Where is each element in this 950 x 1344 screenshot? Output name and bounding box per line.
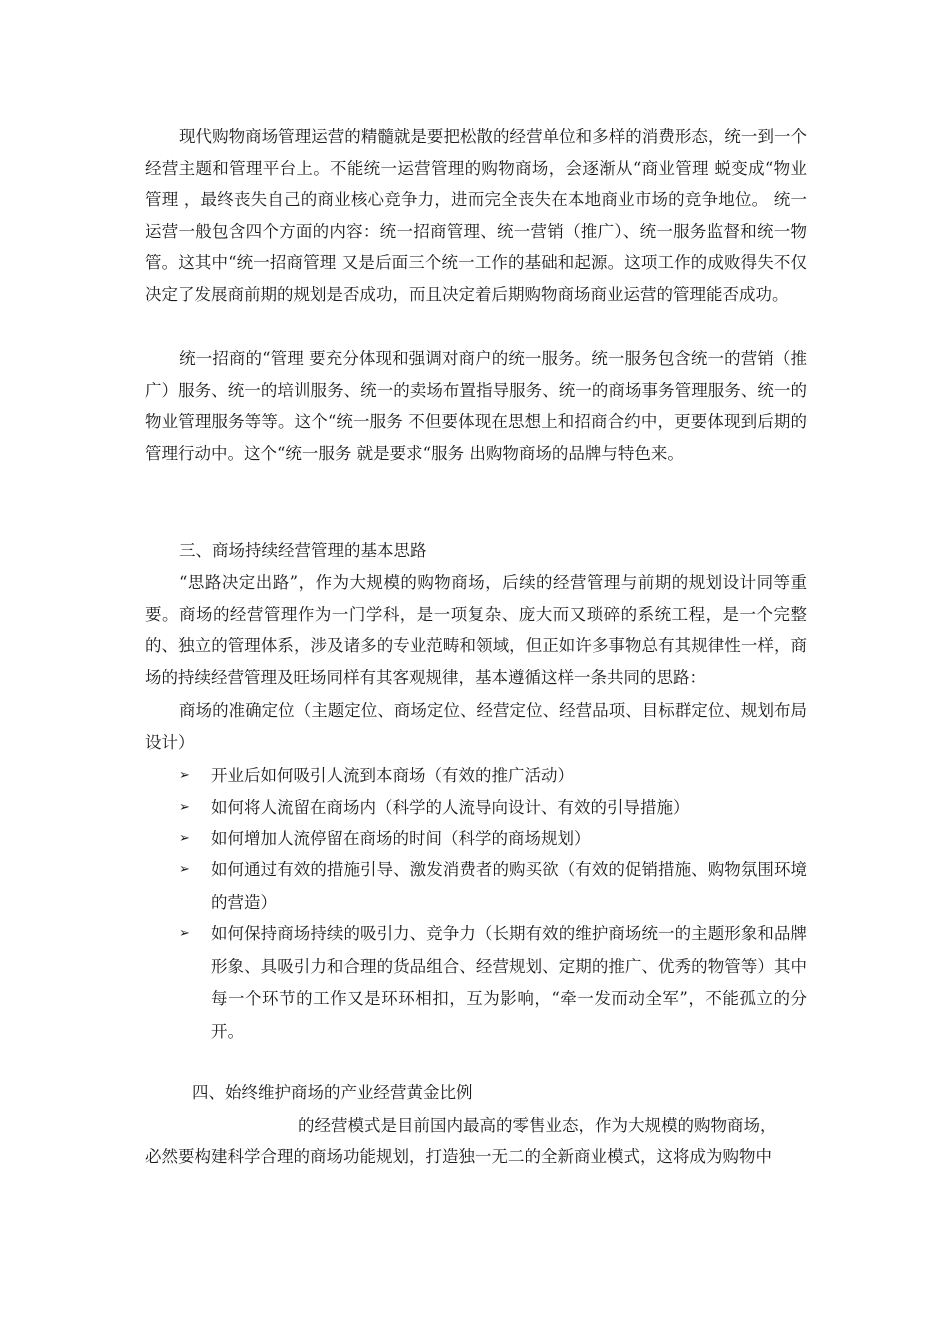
bullet-text: 如何通过有效的措施引导、激发消费者的购买欲（有效的促销措施、购物氛围环境的营造） xyxy=(211,860,807,912)
paragraph-unified-operation xyxy=(145,121,807,310)
paragraph-positioning xyxy=(145,695,807,758)
paragraph-text: 现代购物商场管理运营的精髓就是要把松散的经营单位和多样的消费形态，统一到一个经营主题和管理平台上。不能统一运营管理的购物商场，会逐渐从“商业管理 蜕变成“物业管理 ，最终丧失自己的商业核心竞争力，进而完全丧失在本地商业市场的竞争地位。 统一运营一般包含四个方面的内容：统一招商管理、统一营销（推广）、统一服务监督和统一物管。这其中“统一招商管理 又是后面三个统一工作的基础和起源。这项工作的成败得失不仅决定了发展商前期的规划是否成功，而且决定着后期购物商场商业运营的管理能否成功。 xyxy=(145,127,807,304)
paragraph-text: 商场的准确定位（主题定位、商场定位、经营定位、经营品项、目标群定位、规划布局设计） xyxy=(145,701,807,752)
bullet-text: 开业后如何吸引人流到本商场（有效的推广活动） xyxy=(211,766,574,785)
paragraph-unified-service xyxy=(145,343,807,469)
bullet-item xyxy=(179,854,807,919)
paragraph-text: “思路决定出路”，作为大规模的购物商场，后续的经营管理与前期的规划设计同等重要。商场的经营管理作为一门学科，是一项复杂、庞大而又琐碎的系统工程，是一个完整的、独立的管理体系，涉及诸多的专业范畴和领域，但正如许多事物总有其规律性一样，商场的持续经营管理及旺场同样有其客观规律，基本遵循这样一条共同的思路： xyxy=(145,573,807,687)
bullet-text: 如何增加人流停留在商场的时间（科学的商场规划） xyxy=(211,829,591,848)
arrow-bullet-icon: ➢ xyxy=(179,768,190,783)
paragraph-approach xyxy=(145,567,807,693)
paragraph-text: 统一招商的“管理 要充分体现和强调对商户的统一服务。统一服务包含统一的营销（推广）服务、统一的培训服务、统一的卖场布置指导服务、统一的商场事务管理服务、统一的物业管理服务等等。这个“统一服务 不但要体现在思想上和招商合约中，更要体现到后期的管理行动中。这个“统一服务 就是要求“服务 出购物商场的品牌与特色来。 xyxy=(145,349,807,463)
arrow-bullet-icon: ➢ xyxy=(179,926,190,941)
paragraph-line: 必然要构建科学合理的商场功能规划，打造独一无二的全新商业模式，这将成为购物中 xyxy=(145,1147,772,1166)
arrow-bullet-icon: ➢ xyxy=(179,800,190,815)
section-heading-four: 四、始终维护商场的产业经营黄金比例 xyxy=(192,1083,473,1102)
bullet-item xyxy=(179,760,807,793)
bullet-item xyxy=(179,823,807,856)
bullet-text: 如何保持商场持续的吸引力、竞争力（长期有效的维护商场统一的主题形象和品牌形象、具吸引力和合理的货品组合、经营规划、定期的推广、优秀的物管等）其中每一个环节的工作又是环环相扣，互为影响，“牵一发而动全军”，不能孤立的分开。 xyxy=(211,924,807,1041)
paragraph-line: 的经营模式是目前国内最高的零售业态，作为大规模的购物商场， xyxy=(298,1116,777,1135)
bullet-text: 如何将人流留在商场内（科学的人流导向设计、有效的引导措施） xyxy=(211,798,690,817)
bullet-item xyxy=(179,918,807,1048)
section-heading-three: 三、商场持续经营管理的基本思路 xyxy=(179,541,427,560)
arrow-bullet-icon: ➢ xyxy=(179,831,190,846)
bullet-item xyxy=(179,792,807,825)
arrow-bullet-icon: ➢ xyxy=(179,862,190,877)
